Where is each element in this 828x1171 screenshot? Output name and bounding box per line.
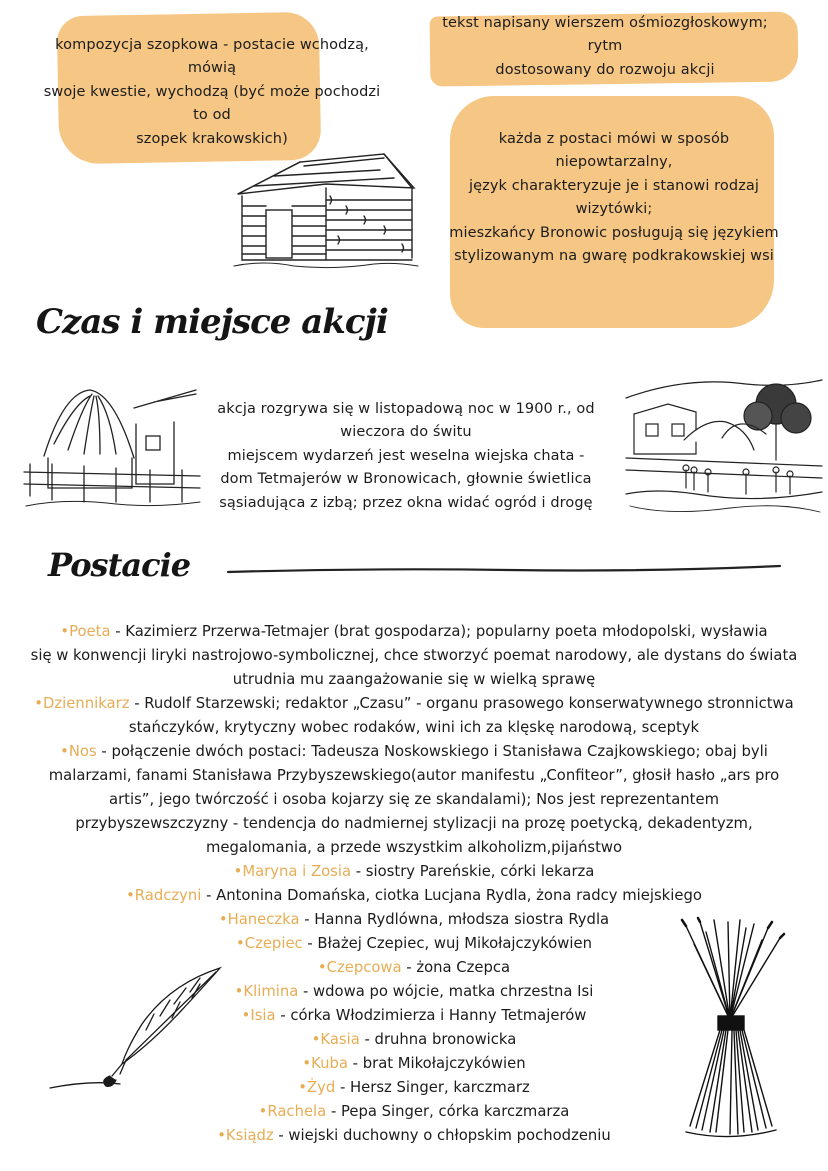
- character-entry-continuation: artis”, jego twórczość i osoba kojarzy się ze skandalami); Nos jest reprezentantem: [109, 791, 719, 808]
- section-title-characters: Postacie: [48, 546, 191, 584]
- character-name: Nos: [68, 743, 97, 760]
- character-name: Czepiec: [244, 935, 303, 952]
- character-name: Kuba: [311, 1055, 348, 1072]
- language-line: mieszkańcy Bronowic posługują się językiem: [449, 224, 779, 241]
- composition-note: [26, 34, 398, 151]
- log-cabin-sketch: [234, 148, 418, 274]
- village-scene-sketch: [626, 374, 822, 524]
- character-entry-continuation: się w konwencji liryki nastrojowo-symbolicznej, chce stworzyć poemat narodowy, ale dystans do świata: [30, 647, 798, 664]
- character-entry: •Kasia - druhna bronowicka: [311, 1031, 517, 1048]
- language-line: każda z postaci mówi w sposób: [498, 131, 730, 147]
- character-entry-continuation: malarzami, fanami Stanisława Przybyszewskiego(autor manifestu „Confiteor”, głosił hasło „ars pro: [48, 767, 780, 784]
- verse-line: tekst napisany wierszem ośmiozgłoskowym;: [442, 15, 768, 31]
- composition-line: szopek krakowskich): [136, 130, 288, 147]
- time-place-line: miejscem wydarzeń jest weselna wiejska chata -: [227, 447, 585, 464]
- composition-line: mówią: [187, 60, 237, 77]
- character-name: Radczyni: [134, 887, 202, 904]
- language-line: język charakteryzuje je i stanowi rodzaj: [468, 177, 760, 194]
- character-entry-continuation: utrudnia mu zaangażowanie się w wielką sprawę: [232, 671, 596, 688]
- character-entry: •Klimina - wdowa po wójcie, matka chrzestna Isi: [234, 983, 594, 1000]
- character-name: Haneczka: [227, 911, 300, 928]
- character-entry: •Dziennikarz - Rudolf Starzewski; redaktor „Czasu” - organu prasowego konserwatywnego stronnictwa: [34, 695, 794, 712]
- character-entry: •Rachela - Pepa Singer, córka karczmarza: [258, 1103, 570, 1120]
- character-entry-continuation: stańczyków, krytyczny wobec rodaków, wini ich za klęskę narodową, sceptyk: [128, 719, 700, 736]
- time-place-line: akcja rozgrywa się w listopadową noc w 1900 r., od: [217, 401, 595, 417]
- character-entry: •Nos - połączenie dwóch postaci: Tadeusza Noskowskiego i Stanisława Czajkowskiego; obaj byli: [60, 743, 768, 760]
- character-entry-continuation: megalomania, a przede wszystkim alkoholizm,pijaństwo: [205, 839, 623, 856]
- character-entry: •Haneczka - Hanna Rydlówna, młodsza siostra Rydla: [218, 911, 610, 928]
- language-note: [426, 128, 802, 268]
- time-place-line: sąsiadująca z izbą; przez okna widać ogród i drogę: [219, 494, 593, 511]
- character-entry: •Maryna i Zosia - siostry Pareńskie, córki lekarza: [233, 863, 595, 880]
- section-title-time-place: Czas i miejsce akcji: [36, 302, 388, 342]
- quill-pen-sketch: [50, 964, 226, 1098]
- heading-divider-line: [228, 560, 780, 580]
- character-entry-continuation: przybyszewszczyzny - tendencja do nadmiernej stylizacji na prozę poetycką, dekadentyzm,: [75, 815, 753, 832]
- language-line: stylizowanym na gwarę podkrakowskiej wsi: [454, 248, 774, 265]
- character-entry: •Ksiądz - wiejski duchowny o chłopskim pochodzeniu: [217, 1127, 611, 1144]
- time-place-line: wieczora do świtu: [340, 424, 472, 441]
- character-entry: •Radczyni - Antonina Domańska, ciotka Lucjana Rydla, żona radcy miejskiego: [126, 887, 702, 904]
- character-name: Klimina: [243, 983, 299, 1000]
- character-name: Maryna i Zosia: [242, 863, 352, 880]
- character-entry: •Poeta - Kazimierz Przerwa-Tetmajer (brat gospodarza); popularny poeta młodopolski, wysławia: [60, 623, 768, 640]
- time-place-text: [186, 398, 626, 515]
- time-place-line: dom Tetmajerów w Bronowicach, głownie świetlica: [220, 471, 592, 488]
- wheat-sheaf-sketch: [676, 920, 786, 1140]
- character-name: Dziennikarz: [43, 695, 130, 712]
- verse-line: dostosowany do rozwoju akcji: [495, 61, 715, 78]
- character-entry: •Czepcowa - żona Czepca: [317, 959, 511, 976]
- composition-line: kompozycja szopkowa - postacie wchodzą,: [55, 37, 369, 53]
- language-line: wizytówki;: [575, 201, 653, 218]
- character-entry: •Kuba - brat Mikołajczykówien: [302, 1055, 526, 1072]
- character-entry: •Isia - córka Włodzimierza i Hanny Tetmajerów: [241, 1007, 587, 1024]
- character-entry: •Czepiec - Błażej Czepiec, wuj Mikołajczykówien: [236, 935, 592, 952]
- character-name: Kasia: [320, 1031, 360, 1048]
- thatched-hut-sketch: [24, 384, 200, 510]
- language-line: niepowtarzalny,: [555, 154, 673, 171]
- character-name: Ksiądz: [225, 1127, 274, 1144]
- character-name: Żyd: [306, 1079, 336, 1096]
- character-name: Czepcowa: [326, 959, 402, 976]
- character-name: Rachela: [267, 1103, 327, 1120]
- composition-line: to od: [193, 107, 231, 124]
- character-entry: •Żyd - Hersz Singer, karczmarz: [298, 1079, 530, 1096]
- verse-line: rytm: [587, 38, 623, 55]
- character-name: Isia: [250, 1007, 276, 1024]
- character-name: Poeta: [69, 623, 111, 640]
- composition-line: swoje kwestie, wychodzą (być może pochodzi: [43, 83, 381, 100]
- verse-note: [420, 12, 790, 82]
